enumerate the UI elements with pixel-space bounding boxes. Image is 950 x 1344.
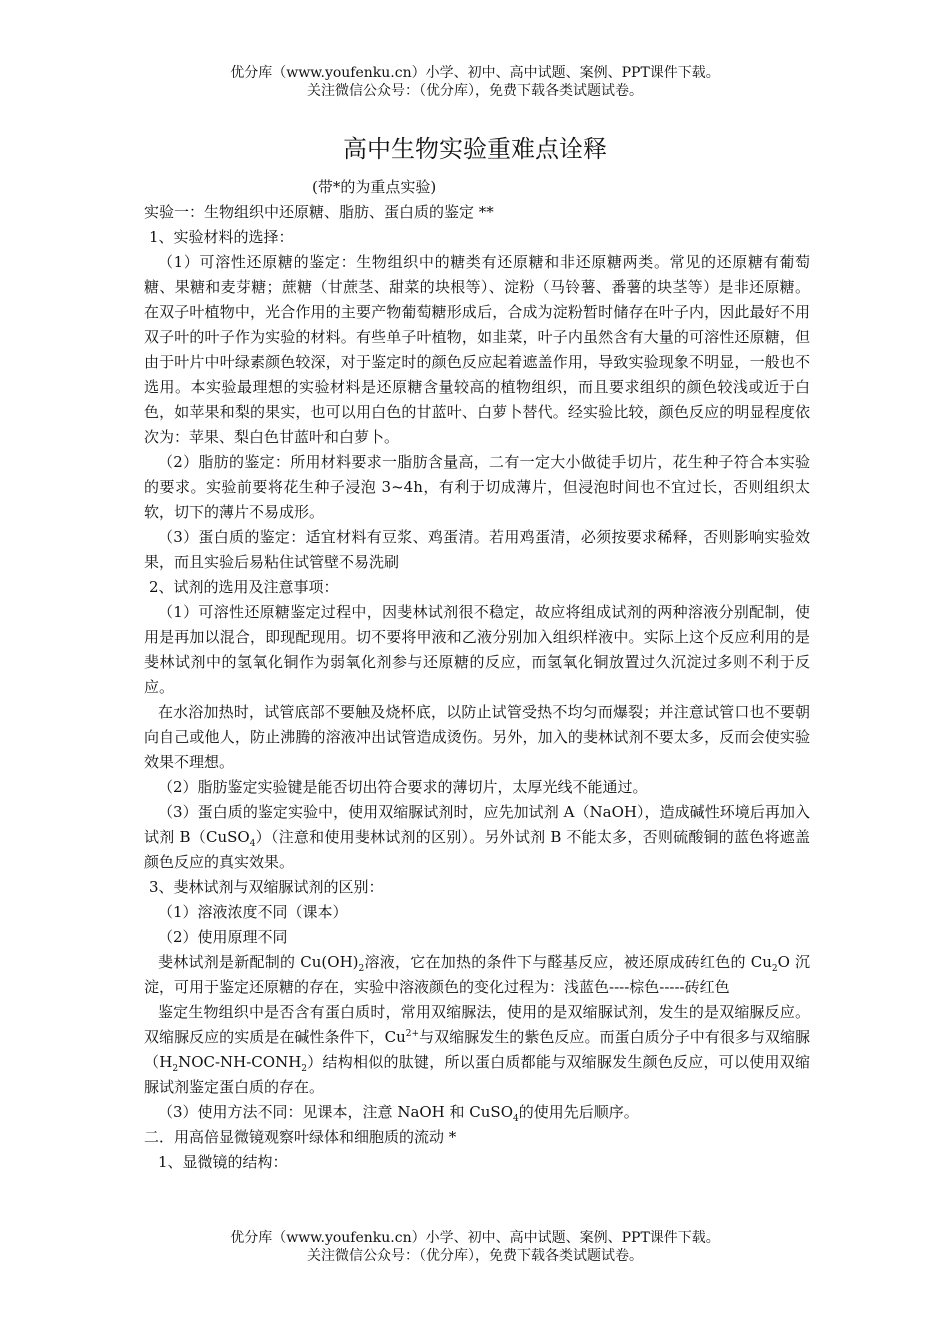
section-3-paragraph-2 — [144, 1000, 810, 1100]
section-2-paragraph-4 — [144, 800, 810, 875]
section-1-paragraph-1: （1）可溶性还原糖的鉴定：生物组织中的糖类有还原糖和非还原糖两类。常见的还原糖有葡萄糖、果糖和麦芽糖；蔗糖（甘蔗茎、甜菜的块根等）、淀粉（马铃薯、番薯的块茎等）是非还原糖。在双子叶植物中，光合作用的主要产物葡萄糖形成后，合成为淀粉暂时储存在叶子内，因此最好不用双子叶的叶子作为实验的材料。有些单子叶植物，如韭菜，叶子内虽然含有大量的可溶性还原糖，但由于叶片中叶绿素颜色较深，对于鉴定时的颜色反应起着遮盖作用，导致实验现象不明显，一般也不选用。本实验最理想的实验材料是还原糖含量较高的植物组织，而且要求组织的颜色较浅或近于白色，如苹果和梨的果实，也可以用白色的甘蓝叶、白萝卜替代。经实验比较，颜色反应的明显程度依次为：苹果、梨白色甘蓝叶和白萝卜。 — [144, 253, 810, 446]
text-run: 的使用先后顺序。 — [518, 1103, 639, 1121]
subscript: 2 — [172, 1064, 179, 1074]
subscript: 4 — [513, 1114, 519, 1124]
text-run: ）（注意和使用斐林试剂的区别）。另外试剂 B 不能太多，否则硫酸铜的蓝色将遮盖颜色反应的真实效果。 — [144, 828, 810, 871]
text-run: NOC-NH-CONH — [178, 1053, 302, 1071]
section-2-paragraph-2: 在水浴加热时，试管底部不要触及烧杯底，以防止试管受热不均匀而爆裂；并注意试管口也不要朝向自己或他人，防止沸腾的溶液冲出试管造成烫伤。另外，加入的斐林试剂不要太多，反而会使实验效果不理想。 — [144, 703, 810, 771]
experiment-2-heading: 二．用高倍显微镜观察叶绿体和细胞质的流动 * — [144, 1128, 457, 1146]
section-3-heading: 3、斐林试剂与双缩脲试剂的区别： — [149, 878, 384, 896]
subscript: 2 — [301, 1064, 308, 1074]
section-1-heading: 1、实验材料的选择： — [149, 228, 294, 246]
text-run: O 沉淀，可用于鉴定还原糖的存在，实验中溶液颜色的变化过程为：浅蓝色----棕色-----砖红色 — [144, 953, 810, 996]
section-1-paragraph-2: （2）脂肪的鉴定：所用材料要求一脂肪含量高，二有一定大小做徒手切片，花生种子符合本实验的要求。实验前要将花生种子浸泡 3~4h，有利于切成薄片，但浸泡时间也不宜过长，否则组织太软，切下的薄片不易成形。 — [144, 453, 810, 521]
superscript: 2+ — [405, 1029, 420, 1039]
section-3-item-2: （2）使用原理不同 — [158, 928, 288, 946]
text-run: 鉴定生物组织中是否含有蛋白质时，常用双缩脲法，使用的是双缩脲试剂，发生的是双缩脲反应。双缩脲反应的实质是在碱性条件下，Cu — [144, 1003, 810, 1046]
footer-line-1: 优分库（www.youfenku.cn）小学、初中、高中试题、案例、PPT课件下载。 — [230, 1230, 720, 1246]
section-3-paragraph-1 — [144, 950, 810, 1000]
header-line-2: 关注微信公众号：（优分库），免费下载各类试题试卷。 — [307, 83, 643, 99]
section-1-paragraph-3: （3）蛋白质的鉴定：适宜材料有豆浆、鸡蛋清。若用鸡蛋清，必须按要求稀释，否则影响实验效果，而且实验后易粘住试管壁不易洗刷 — [144, 528, 810, 571]
section-2-heading: 2、试剂的选用及注意事项： — [149, 578, 339, 596]
section-2-paragraph-1: （1）可溶性还原糖鉴定过程中，因斐林试剂很不稳定，故应将组成试剂的两种溶液分别配制，使用是再加以混合，即现配现用。切不要将甲液和乙液分别加入组织样液中。实际上这个反应利用的是斐林试剂中的氢氧化铜作为弱氧化剂参与还原糖的反应，而氢氧化铜放置过久沉淀过多则不利于反应。 — [144, 603, 810, 696]
text-run: ）结构相似的肽键，所以蛋白质都能与双缩脲发生颜色反应，可以使用双缩脲试剂鉴定蛋白质的存在。 — [144, 1053, 810, 1096]
text-run: 与双缩脲发生的紫色反应。而蛋白质分子中有很多与双缩脲（H — [144, 1028, 811, 1071]
document-title: 高中生物实验重难点诠释 — [343, 135, 607, 163]
subscript: 4 — [249, 839, 256, 849]
subscript: 2 — [771, 964, 778, 974]
experiment-1-heading: 实验一：生物组织中还原糖、脂肪、蛋白质的鉴定 ** — [144, 203, 494, 221]
section-2-paragraph-3: （2）脂肪鉴定实验键是能否切出符合要求的薄切片，太厚光线不能通过。 — [158, 778, 648, 796]
text-run: 溶液，它在加热的条件下与醛基反应，被还原成砖红色的 Cu — [364, 953, 772, 971]
subscript: 2 — [358, 964, 365, 974]
footer-line-2: 关注微信公众号：（优分库），免费下载各类试题试卷。 — [307, 1248, 643, 1264]
section-3-item-1: （1）溶液浓度不同（课本） — [158, 903, 348, 921]
document-subtitle: (带*的为重点实验) — [312, 178, 437, 196]
document-body — [144, 200, 810, 1175]
page-header — [0, 64, 950, 100]
experiment-2-section-1-heading: 1、显微镜的结构： — [158, 1153, 288, 1171]
header-line-1: 优分库（www.youfenku.cn）小学、初中、高中试题、案例、PPT课件下载。 — [230, 65, 720, 81]
text-run: （3）蛋白质的鉴定实验中，使用双缩脲试剂时，应先加试剂 A（NaOH），造成碱性环境后再加入试剂 B（CuSO — [144, 803, 810, 846]
text-run: 斐林试剂是新配制的 Cu(OH) — [158, 953, 359, 971]
section-3-item-3 — [144, 1100, 810, 1125]
text-run: （3）使用方法不同：见课本，注意 NaOH 和 CuSO — [158, 1103, 514, 1121]
page-footer — [0, 1229, 950, 1265]
